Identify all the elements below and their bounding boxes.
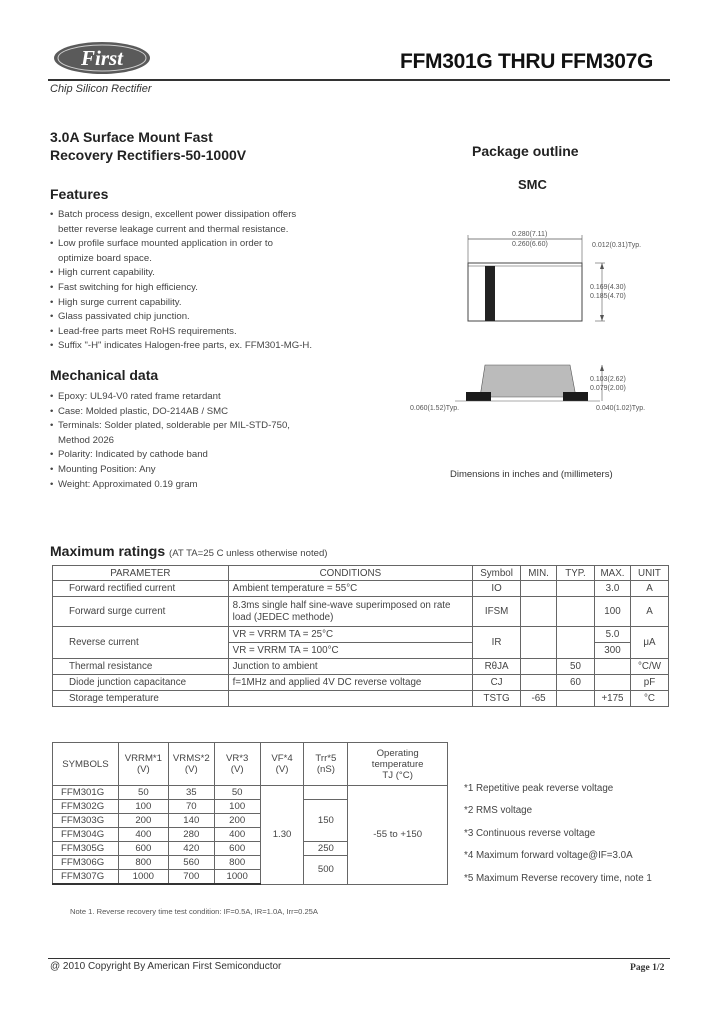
list-item: optimize board space. (58, 252, 152, 264)
dim-label: 0.040(1.02)Typ. (596, 405, 646, 412)
package-drawing (410, 225, 670, 425)
list-item: • Case: Molded plastic, DO-214AB / SMC (50, 405, 229, 417)
dim-label: 0.185(4.70) (590, 293, 626, 300)
list-item: • Lead-free parts meet RoHS requirements. (50, 325, 237, 337)
list-item: • Terminals: Solder plated, solderable per MIL-STD-750, (50, 420, 290, 432)
dim-label: 0.280(7.11) (512, 231, 548, 238)
subtitle: Chip Silicon Rectifier (50, 83, 152, 95)
package-outline-svg (440, 225, 670, 425)
dim-label: 0.260(6.60) (512, 241, 548, 248)
page-number: Page 1/2 (630, 962, 665, 973)
copyright: @ 2010 Copyright By American First Semiconductor (50, 961, 282, 972)
company-logo (52, 40, 152, 76)
symbols-table (52, 742, 448, 885)
table-row: FFM302G 100 70 100 150 (53, 800, 448, 814)
list-item: • Epoxy: UL94-V0 rated frame retardant (50, 391, 221, 402)
package-title: Package outline (472, 143, 579, 159)
list-item: • High surge current capability. (50, 296, 182, 308)
mechanical-list (50, 390, 290, 492)
list-item: better reverse leakage current and thermal resistance. (58, 223, 289, 235)
dim-label: 0.169(4.30) (590, 284, 626, 291)
table-header-row: PARAMETER CONDITIONS Symbol MIN. TYP. MAX. UNIT (53, 566, 669, 581)
table-row: Thermal resistance Junction to ambient RθJA 50 °C/W (53, 659, 669, 675)
table-header-row: SYMBOLS VRRM*1 (V) VRMS*2 (V) VR*3 (V) VF*4 (V) Trr*5 (nS) Operating temperature TJ (°C) (53, 743, 448, 786)
table-row: FFM305G 600 420 600 250 (53, 842, 448, 856)
list-item: • Weight: Approximated 0.19 gram (50, 478, 198, 490)
test-condition-note: Note 1. Reverse recovery time test condition: IF=0.5A, IR=1.0A, Irr=0.25A (70, 907, 318, 916)
header-divider (48, 79, 670, 81)
list-item: • Batch process design, excellent power dissipation offers (50, 209, 297, 220)
footer-divider (48, 958, 670, 959)
list-item: • Mounting Position: Any (50, 463, 156, 475)
list-item: • Low profile surface mounted application in order to (50, 238, 273, 250)
table-row: Forward rectified current Ambient temperature = 55°C IO 3.0 A (53, 581, 669, 597)
table-row: FFM304G 400 280 400 (53, 828, 448, 842)
list-item: • High current capability. (50, 267, 155, 279)
list-item: Method 2026 (58, 434, 115, 446)
table-row: Storage temperature TSTG -65 +175 °C (53, 691, 669, 707)
symbol-notes: *1 Repetitive peak reverse voltage *2 RMS voltage *3 Continuous reverse voltage *4 Maximum forward voltage@IF=3.0A *5 Maximum Reverse recovery time, note 1 (464, 783, 652, 884)
dim-label: 0.103(2.62) (590, 376, 626, 383)
table-row: VR = VRRM TA = 100°C 300 (53, 643, 669, 659)
table-row: FFM303G 200 140 200 (53, 814, 448, 828)
svg-text:First: First (80, 46, 124, 70)
list-item: • Fast switching for high efficiency. (50, 281, 198, 293)
features-heading: Features (50, 186, 109, 202)
list-item: • Suffix "-H" indicates Halogen-free parts, ex. FFM301-MG-H. (50, 340, 313, 352)
dim-label: 0.012(0.31)Typ. (592, 242, 642, 249)
table-row: Diode junction capacitance f=1MHz and applied 4V DC reverse voltage CJ 60 pF (53, 675, 669, 691)
list-item: • Glass passivated chip junction. (50, 311, 190, 323)
mechanical-heading: Mechanical data (50, 367, 159, 383)
features-list (50, 208, 312, 354)
table-row: FFM307G 1000 700 1000 (53, 870, 448, 885)
table-row: Forward surge current 8.3ms single half sine-wave superimposed on rate load (JEDEC methode) IFSM 100 A (53, 597, 669, 627)
table-row: FFM306G 800 560 800 500 (53, 856, 448, 870)
ratings-title: Maximum ratings (AT TA=25 C unless otherwise noted) (50, 543, 328, 559)
dimension-note: Dimensions in inches and (millimeters) (450, 469, 613, 480)
dim-label: 0.060(1.52)Typ. (410, 405, 460, 412)
table-row: Reverse current VR = VRRM TA = 25°C IR 5.0 μA (53, 627, 669, 643)
page-title: FFM301G THRU FFM307G (400, 50, 654, 73)
package-name: SMC (518, 177, 547, 192)
ratings-table (52, 565, 669, 707)
table-row: FFM301G 50 35 50 1.30 -55 to +150 (53, 786, 448, 800)
dim-label: 0.079(2.00) (590, 385, 626, 392)
product-title: 3.0A Surface Mount Fast Recovery Rectifiers-50-1000V (50, 129, 247, 163)
list-item: • Polarity: Indicated by cathode band (50, 449, 208, 461)
